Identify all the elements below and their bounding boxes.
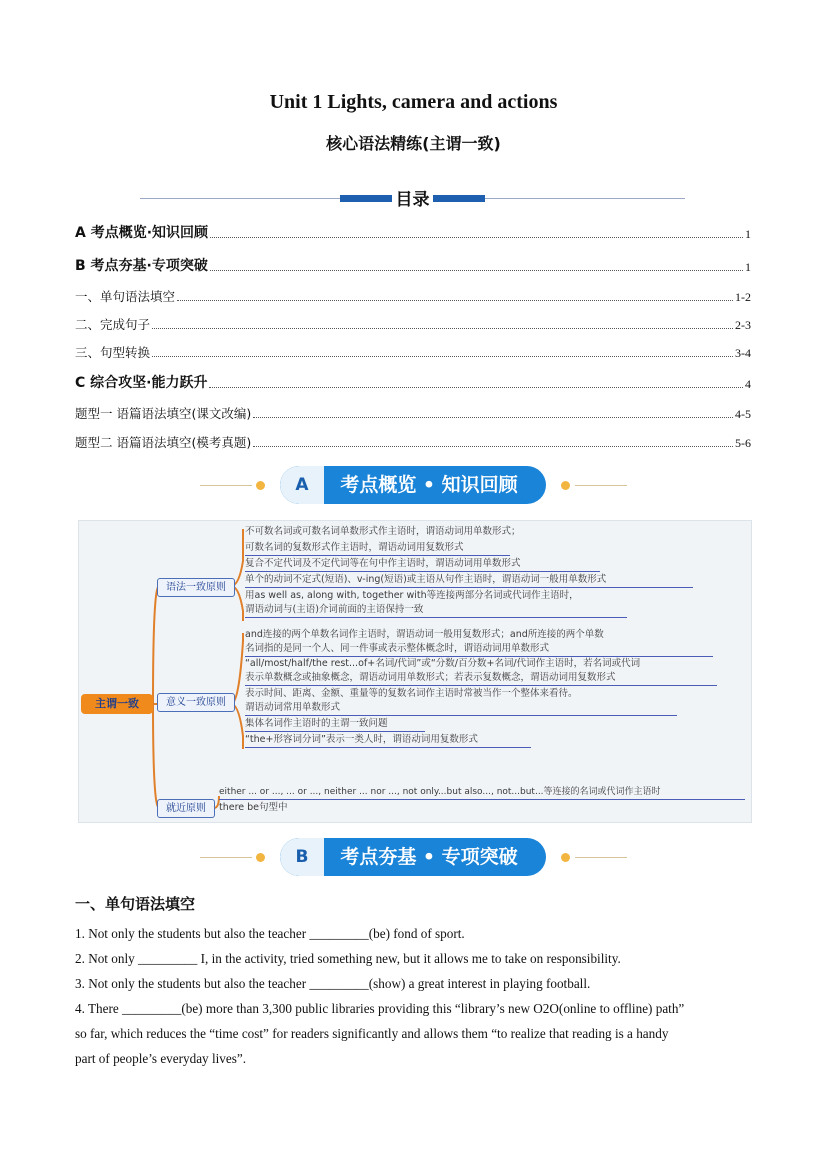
section-b-title: 考点夯基 • 专项突破 bbox=[340, 846, 518, 868]
toc-entry[interactable] bbox=[75, 287, 751, 305]
question-line: 3. Not only the students but also the teacher _________(show) a great interest in playing football. bbox=[75, 976, 591, 991]
mind-map-root: 主谓一致 bbox=[81, 694, 153, 714]
toc-entry-page: 5-6 bbox=[735, 436, 751, 450]
section-a-banner bbox=[200, 465, 627, 505]
mind-map-leaf: there be句型中 bbox=[219, 802, 288, 813]
mind-map-leaf: “all/most/half/the rest...of+名词/代词”或“分数/百分数+名词/代词作主语时，若名词或代词 bbox=[245, 658, 641, 669]
mind-map-leaf: 集体名词作主语时的主谓一致问题 bbox=[245, 718, 425, 732]
toc-entry[interactable] bbox=[75, 343, 751, 361]
toc-entry-page: 3-4 bbox=[735, 346, 751, 360]
toc-entry-page: 1 bbox=[745, 260, 751, 274]
toc-entry-label: 三、句型转换 bbox=[75, 345, 151, 360]
mind-map-leaf: 表示时间、距离、金额、重量等的复数名词作主语时常被当作一个整体来看待。 bbox=[245, 688, 578, 699]
toc-title: 目录 bbox=[395, 190, 430, 210]
toc-entry[interactable] bbox=[75, 404, 751, 422]
document-subtitle: 核心语法精练(主谓一致) bbox=[326, 134, 501, 153]
toc-entry[interactable] bbox=[75, 372, 751, 392]
branch-meaning-agreement: 意义一致原则 bbox=[157, 693, 235, 712]
section-b-letter: B bbox=[295, 847, 309, 867]
mind-map-leaf: 名词指的是同一个人、同一件事或表示整体概念时，谓语动词用单数形式 bbox=[245, 643, 713, 657]
section-b-banner bbox=[200, 837, 627, 877]
branch-proximity: 就近原则 bbox=[157, 799, 215, 818]
toc-entry-label: C 综合攻坚·能力跃升 bbox=[75, 375, 208, 391]
toc-entry-label: 题型一 语篇语法填空(课文改编) bbox=[75, 406, 252, 421]
toc-entry-page: 4-5 bbox=[735, 407, 751, 421]
mind-map-leaf: and连接的两个单数名词作主语时，谓语动词一般用复数形式；and所连接的两个单数 bbox=[245, 629, 604, 640]
toc-entry-page: 4 bbox=[745, 377, 751, 391]
branch-grammar-agreement: 语法一致原则 bbox=[157, 578, 235, 597]
mind-map-leaf: 单个的动词不定式(短语)、v-ing(短语)或主语从句作主语时，谓语动词一般用单数形式 bbox=[245, 574, 693, 588]
toc-entry-label: A 考点概览·知识回顾 bbox=[75, 225, 209, 241]
mind-map-leaf: 表示单数概念或抽象概念，谓语动词用单数形式；若表示复数概念，谓语动词用复数形式 bbox=[245, 672, 717, 686]
grammar-mind-map bbox=[78, 520, 752, 823]
mind-map-leaf: 谓语动词与(主语)介词前面的主语保持一致 bbox=[245, 604, 627, 618]
question-line: 1. Not only the students but also the teacher _________(be) fond of sport. bbox=[75, 926, 465, 941]
toc-entry[interactable] bbox=[75, 222, 751, 242]
question-line: so far, which reduces the “time cost” for readers significantly and allows them “to realize that reading is a handy bbox=[75, 1026, 669, 1041]
toc-entry-page: 1 bbox=[745, 227, 751, 241]
question-line: part of people’s everyday lives”. bbox=[75, 1051, 247, 1066]
mind-map-leaf: 复合不定代词及不定代词等在句中作主语时，谓语动词用单数形式 bbox=[245, 558, 600, 572]
section-heading: 一、单句语法填空 bbox=[75, 895, 196, 913]
toc-entry-page: 2-3 bbox=[735, 318, 751, 332]
toc-header bbox=[140, 185, 685, 209]
document-title: Unit 1 Lights, camera and actions bbox=[269, 91, 558, 113]
toc-entry-label: 题型二 语篇语法填空(模考真题) bbox=[75, 435, 252, 450]
toc-entry-label: 二、完成句子 bbox=[75, 317, 151, 332]
section-a-letter: A bbox=[295, 475, 309, 495]
question-line: 2. Not only _________ I, in the activity, tried something new, but it allows me to take on responsibility. bbox=[75, 951, 621, 966]
toc-entry-label: 一、单句语法填空 bbox=[75, 289, 176, 304]
toc-entry-label: B 考点夯基·专项突破 bbox=[75, 258, 208, 274]
toc-entry[interactable] bbox=[75, 255, 751, 275]
mind-map-leaf: “the+形容词分词”表示一类人时，谓语动词用复数形式 bbox=[245, 734, 531, 748]
toc-entry-page: 1-2 bbox=[735, 290, 751, 304]
question-line: 4. There _________(be) more than 3,300 public libraries providing this “library’s new O2O(online to offline) path” bbox=[75, 1001, 685, 1016]
mind-map-leaf: either ... or ..., ... or ..., neither ... nor ..., not only...but also..., not...but...等连接的名词或代词作主语时 bbox=[219, 786, 745, 800]
mind-map-leaf: 用as well as, along with, together with等连接两部分名词或代词作主语时， bbox=[245, 590, 579, 601]
mind-map-leaf: 谓语动词常用单数形式 bbox=[245, 702, 677, 716]
mind-map-leaf: 可数名词的复数形式作主语时，谓语动词用复数形式 bbox=[245, 542, 510, 556]
toc-entry[interactable] bbox=[75, 433, 751, 451]
toc-entry[interactable] bbox=[75, 315, 751, 333]
mind-map-leaf: 不可数名词或可数名词单数形式作主语时，谓语动词用单数形式； bbox=[245, 526, 521, 537]
section-a-title: 考点概览 • 知识回顾 bbox=[340, 474, 518, 496]
